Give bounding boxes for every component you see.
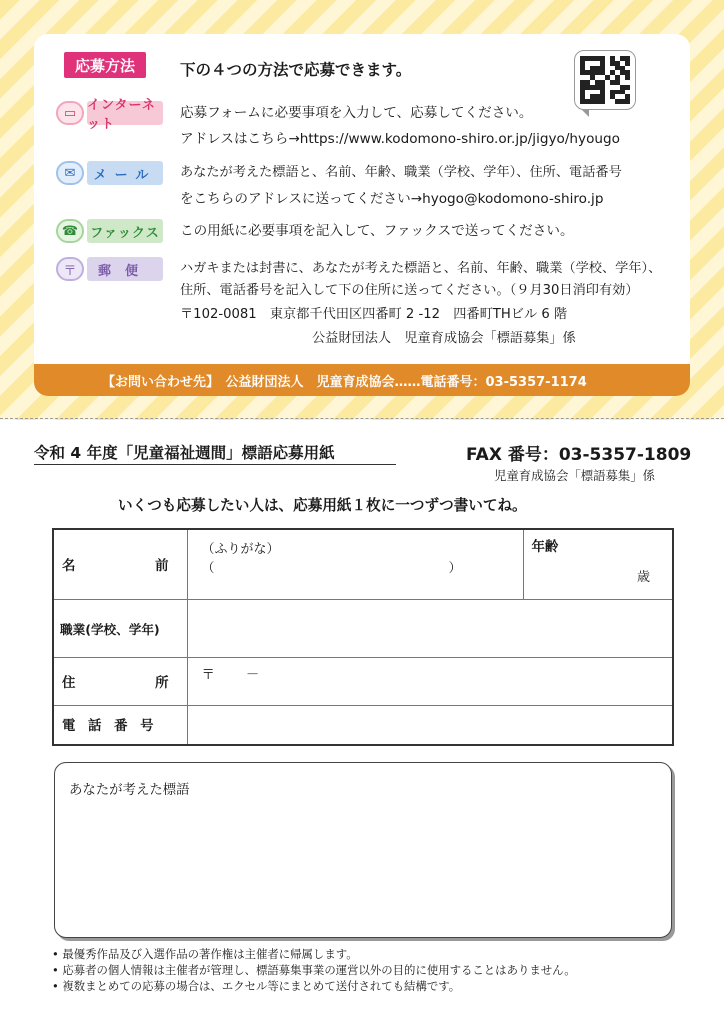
intro-text: 下の４つの方法で応募できます。 bbox=[180, 61, 412, 79]
postbox-icon: 〒 bbox=[56, 257, 84, 281]
method-fax-line-1: この用紙に必要事項を記入して、ファックスで送ってください。 bbox=[180, 223, 574, 239]
notes bbox=[52, 946, 576, 994]
form-guide: いくつも応募したい人は、応募用紙１枚に一つずつ書いてね。 bbox=[118, 497, 527, 514]
fax-recipient: 児童育成協会「標語募集」係 bbox=[494, 468, 656, 483]
method-internet-url[interactable]: アドレスはこちら→https://www.kodomono-shiro.or.jp/jigyo/hyougo bbox=[180, 131, 620, 147]
age-label: 年齢 bbox=[531, 540, 559, 555]
note-item: • 最優秀作品及び入選作品の著作権は主催者に帰属します。 bbox=[52, 947, 358, 961]
how-to-apply-card bbox=[34, 34, 690, 396]
method-tag-mail: メール bbox=[87, 161, 163, 185]
phone-field[interactable] bbox=[187, 705, 673, 745]
entry-table bbox=[52, 528, 674, 746]
name-label: 名 前 bbox=[53, 529, 187, 599]
slogan-label: あなたが考えた標語 bbox=[69, 783, 190, 798]
envelope-icon: ✉ bbox=[56, 161, 84, 185]
method-mail-label bbox=[56, 160, 163, 186]
computer-icon: ▭ bbox=[56, 101, 84, 125]
fax-icon: ☎ bbox=[56, 219, 84, 243]
fax-number: FAX 番号：03-5357-1809 bbox=[466, 445, 692, 465]
method-mail-address[interactable]: をこちらのアドレスに送ってください→hyogo@kodomono-shiro.jp bbox=[180, 191, 604, 207]
method-tag-post: 郵便 bbox=[87, 257, 163, 281]
badge-label: 応募方法 bbox=[74, 56, 135, 75]
address-field[interactable] bbox=[187, 657, 673, 705]
note-item: • 複数まとめての応募の場合は、エクセル等にまとめて送付されても結構です。 bbox=[52, 979, 461, 993]
form-title: 令和 4 年度「児童福祉週間」標語応募用紙 bbox=[34, 444, 335, 462]
method-tag-internet: インターネット bbox=[87, 101, 163, 125]
method-post-line-2: 住所、電話番号を記入して下の住所に送ってください。（９月30日消印有効） bbox=[180, 283, 639, 298]
qr-code-icon[interactable] bbox=[574, 50, 636, 110]
age-field[interactable] bbox=[523, 529, 673, 599]
method-tag-fax: ファックス bbox=[87, 219, 163, 243]
method-internet-line-1: 応募フォームに必要事項を入力して、応募してください。 bbox=[180, 105, 533, 121]
occupation-field[interactable] bbox=[187, 599, 673, 657]
name-field[interactable] bbox=[187, 529, 523, 599]
method-post-address: 〒102-0081 東京都千代田区四番町 2 -12 四番町THビル 6 階 bbox=[180, 307, 568, 322]
address-label: 住 所 bbox=[53, 657, 187, 705]
how-to-apply-badge bbox=[64, 52, 146, 78]
form-title-underline bbox=[34, 464, 396, 465]
phone-label: 電 話 番 号 bbox=[53, 705, 187, 745]
contact-bar: 【お問い合わせ先】 公益財団法人 児童育成協会……電話番号：03-5357-1174 bbox=[34, 364, 690, 396]
occupation-label: 職業(学校、学年) bbox=[53, 599, 187, 657]
age-unit: 歳 bbox=[636, 570, 650, 585]
method-fax-label bbox=[56, 218, 163, 244]
note-item: • 応募者の個人情報は主催者が管理し、標語募集事業の運営以外の目的に使用することはありません。 bbox=[52, 963, 576, 977]
method-post-line-1: ハガキまたは封書に、あなたが考えた標語と、名前、年齢、職業（学校、学年）、 bbox=[180, 261, 662, 276]
furigana-hint: （ふりがな）（ ） bbox=[201, 542, 462, 576]
method-mail-line-1: あなたが考えた標語と、名前、年齢、職業（学校、学年）、住所、電話番号 bbox=[180, 165, 622, 180]
cut-line bbox=[0, 418, 724, 419]
postal-mark: 〒 － bbox=[201, 667, 260, 683]
method-post-recipient: 公益財団法人 児童育成協会「標語募集」係 bbox=[312, 331, 576, 346]
method-internet-label bbox=[56, 98, 163, 132]
slogan-box[interactable] bbox=[54, 762, 672, 938]
method-post-label bbox=[56, 256, 163, 282]
